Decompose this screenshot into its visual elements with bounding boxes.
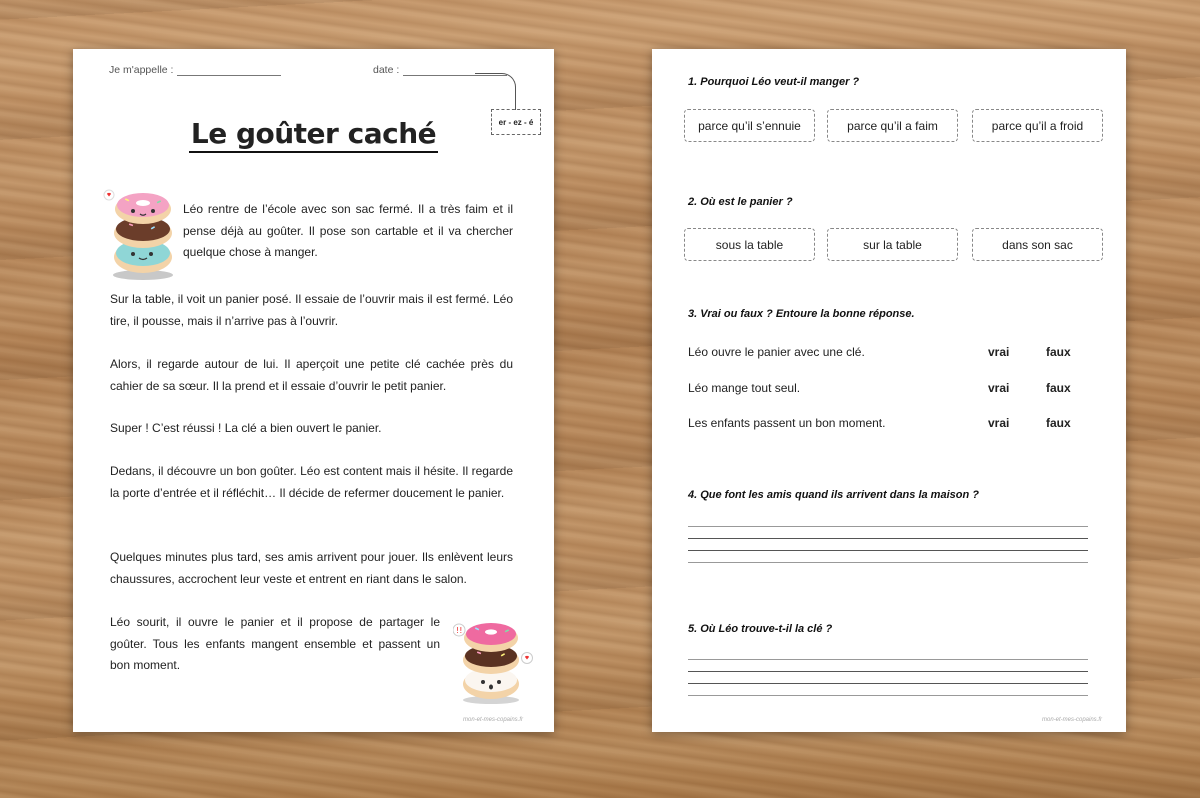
story-paragraph-3: Alors, il regarde autour de lui. Il aperçoit une petite clé cachée près du cahier de sa sœur. Il la prend et il essaie d’ouvrir le petit panier.	[110, 357, 513, 393]
story-paragraph-5: Dedans, il découvre un bon goûter. Léo est content mais il hésite. Il regarde la porte d’entrée et il réfléchit… Il décide de refermer doucement le panier.	[110, 464, 513, 500]
sound-tag: er - ez - é	[491, 109, 541, 135]
name-field[interactable]	[109, 64, 281, 76]
tf-statement-3: Les enfants passent un bon moment.	[688, 416, 886, 430]
question-4: 4. Que font les amis quand ils arrivent dans la maison ?	[688, 489, 979, 501]
story-paragraph-6: Quelques minutes plus tard, ses amis arrivent pour jouer. Ils enlèvent leurs chaussures, accrochent leur veste et entrent en riant dans le salon.	[110, 550, 513, 586]
name-blank[interactable]	[177, 75, 281, 76]
title-text: Le goûter caché	[189, 117, 438, 153]
answer-line[interactable]	[688, 538, 1088, 539]
tf-true-3[interactable]: vrai	[988, 416, 1010, 430]
date-label: date :	[373, 64, 400, 76]
question-5: 5. Où Léo trouve-t-il la clé ?	[688, 623, 833, 635]
answer-line[interactable]	[688, 659, 1088, 660]
donut-stack-faces-icon	[453, 614, 535, 706]
q1-option-1[interactable]: parce qu’il s’ennuie	[684, 109, 815, 142]
page-title	[73, 117, 554, 150]
answer-line[interactable]	[688, 550, 1088, 551]
tf-true-1[interactable]: vrai	[988, 345, 1010, 359]
tf-false-3[interactable]: faux	[1046, 416, 1071, 430]
tf-statement-1: Léo ouvre le panier avec une clé.	[688, 345, 865, 359]
answer-line[interactable]	[688, 683, 1088, 684]
answer-line[interactable]	[688, 695, 1088, 696]
answer-line[interactable]	[688, 562, 1088, 563]
tf-false-1[interactable]: faux	[1046, 345, 1071, 359]
answer-line[interactable]	[688, 526, 1088, 527]
svg-text:!!: !!	[456, 626, 463, 635]
q1-option-3[interactable]: parce qu’il a froid	[972, 109, 1103, 142]
answer-line[interactable]	[688, 671, 1088, 672]
tf-false-2[interactable]: faux	[1046, 381, 1071, 395]
watermark: mon-et-mes-copains.fr	[463, 717, 524, 723]
story-paragraph-7: Léo sourit, il ouvre le panier et il propose de partager le goûter. Tous les enfants mangent ensemble et passent un bon moment.	[110, 615, 440, 672]
q1-option-2[interactable]: parce qu’il a faim	[827, 109, 958, 142]
questions-page	[652, 49, 1126, 732]
tag-connector-line	[475, 73, 516, 110]
story-paragraph-1: Léo rentre de l’école avec son sac fermé. Il a très faim et il pense déjà au goûter. Il pose son cartable et il va chercher quelque chose à manger.	[183, 202, 513, 259]
q2-option-3[interactable]: dans son sac	[972, 228, 1103, 261]
q2-option-1[interactable]: sous la table	[684, 228, 815, 261]
donut-stack-icon	[103, 179, 179, 283]
story-page	[73, 49, 554, 732]
story-paragraph-4: Super ! C’est réussi ! La clé a bien ouvert le panier.	[110, 421, 382, 435]
name-label: Je m'appelle :	[109, 64, 174, 76]
watermark: mon-et-mes-copains.fr	[1042, 717, 1103, 723]
tf-statement-2: Léo mange tout seul.	[688, 381, 801, 395]
tf-true-2[interactable]: vrai	[988, 381, 1010, 395]
q2-option-2[interactable]: sur la table	[827, 228, 958, 261]
question-3: 3. Vrai ou faux ? Entoure la bonne réponse.	[688, 308, 915, 320]
question-2: 2. Où est le panier ?	[688, 196, 793, 208]
question-1: 1. Pourquoi Léo veut-il manger ?	[688, 76, 860, 88]
story-paragraph-2: Sur la table, il voit un panier posé. Il essaie de l’ouvrir mais il est fermé. Léo tire, il pousse, mais il n’arrive pas à l’ouvrir.	[110, 292, 513, 328]
